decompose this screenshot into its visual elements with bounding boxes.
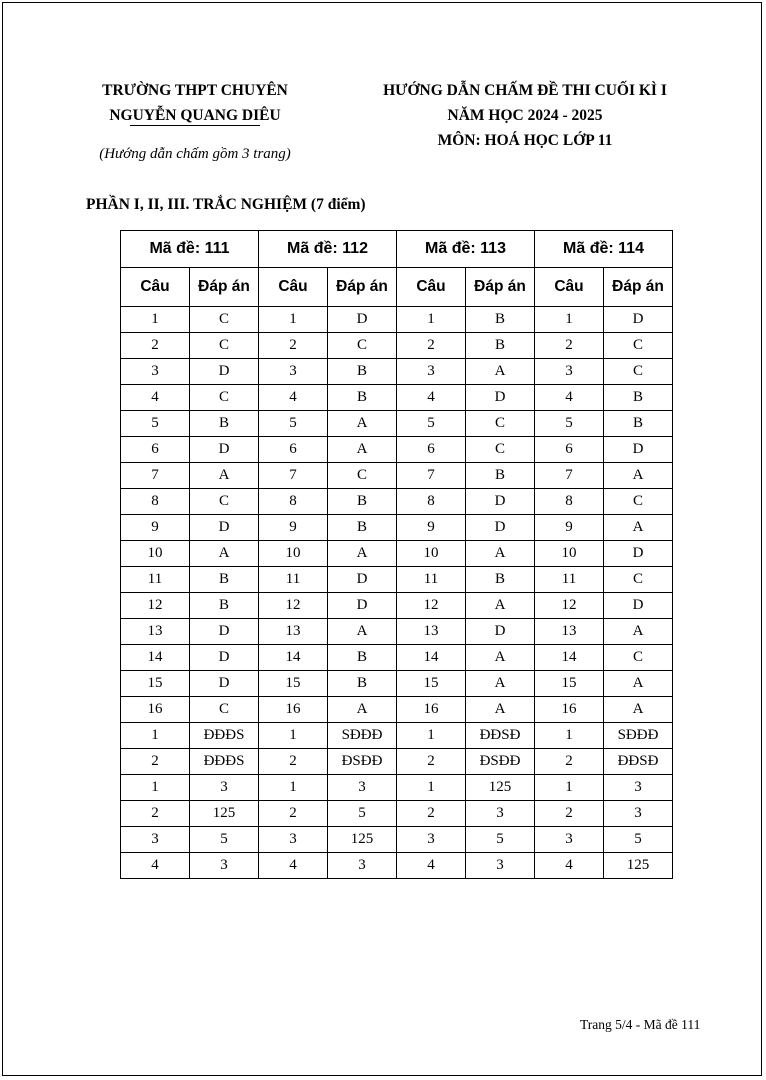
- exam-code-113: Mã đề: 113: [397, 231, 535, 268]
- answer-cell: 3: [190, 853, 259, 879]
- question-number-cell: 1: [259, 307, 328, 333]
- exam-code-112: Mã đề: 112: [259, 231, 397, 268]
- question-number-cell: 13: [535, 619, 604, 645]
- answer-cell: D: [604, 541, 673, 567]
- answer-cell: C: [604, 489, 673, 515]
- table-row: [121, 645, 673, 671]
- answer-cell: C: [604, 333, 673, 359]
- question-number-cell: 2: [121, 749, 190, 775]
- question-number-cell: 1: [121, 775, 190, 801]
- answer-cell: C: [190, 697, 259, 723]
- table-row: [121, 307, 673, 333]
- question-number-cell: 4: [535, 385, 604, 411]
- answer-cell: B: [328, 515, 397, 541]
- table-row: [121, 515, 673, 541]
- question-number-cell: 1: [535, 775, 604, 801]
- answer-cell: 3: [604, 801, 673, 827]
- table-row: [121, 411, 673, 437]
- question-number-cell: 2: [397, 749, 466, 775]
- question-number-cell: 1: [259, 775, 328, 801]
- exam-code-row: [121, 231, 673, 268]
- table-row: [121, 437, 673, 463]
- answer-cell: C: [466, 411, 535, 437]
- answer-cell: D: [328, 593, 397, 619]
- question-number-cell: 5: [121, 411, 190, 437]
- question-number-cell: 3: [397, 827, 466, 853]
- answer-cell: 3: [190, 775, 259, 801]
- question-number-cell: 4: [259, 385, 328, 411]
- answer-cell: D: [328, 567, 397, 593]
- question-number-cell: 13: [259, 619, 328, 645]
- question-number-cell: 2: [397, 333, 466, 359]
- answer-cell: 5: [190, 827, 259, 853]
- answer-cell: A: [466, 593, 535, 619]
- answer-cell: 125: [604, 853, 673, 879]
- column-header-answer: Đáp án: [466, 268, 535, 307]
- question-number-cell: 14: [535, 645, 604, 671]
- answer-cell: B: [466, 463, 535, 489]
- question-number-cell: 14: [397, 645, 466, 671]
- answer-cell: A: [190, 463, 259, 489]
- question-number-cell: 4: [535, 853, 604, 879]
- answer-cell: B: [190, 567, 259, 593]
- answer-cell: C: [190, 307, 259, 333]
- table-row: [121, 359, 673, 385]
- answer-cell: D: [190, 619, 259, 645]
- question-number-cell: 1: [397, 307, 466, 333]
- question-number-cell: 3: [259, 359, 328, 385]
- question-number-cell: 2: [259, 801, 328, 827]
- exam-title-line-1: HƯỚNG DẪN CHẤM ĐỀ THI CUỐI KÌ I: [383, 82, 667, 99]
- answer-cell: 3: [604, 775, 673, 801]
- answer-cell: SĐĐĐ: [328, 723, 397, 749]
- question-number-cell: 10: [535, 541, 604, 567]
- question-number-cell: 7: [259, 463, 328, 489]
- question-number-cell: 7: [397, 463, 466, 489]
- answer-cell: C: [466, 437, 535, 463]
- question-number-cell: 9: [397, 515, 466, 541]
- exam-title-line-3: MÔN: HOÁ HỌC LỚP 11: [437, 132, 613, 149]
- question-number-cell: 14: [121, 645, 190, 671]
- question-number-cell: 1: [121, 307, 190, 333]
- question-number-cell: 10: [397, 541, 466, 567]
- answer-cell: C: [190, 385, 259, 411]
- school-name: [60, 78, 330, 126]
- question-number-cell: 13: [397, 619, 466, 645]
- answer-cell: 3: [328, 775, 397, 801]
- question-number-cell: 15: [535, 671, 604, 697]
- question-number-cell: 9: [259, 515, 328, 541]
- table-row: [121, 723, 673, 749]
- answer-cell: B: [328, 359, 397, 385]
- question-number-cell: 2: [397, 801, 466, 827]
- question-number-cell: 11: [121, 567, 190, 593]
- exam-title-line-2: NĂM HỌC 2024 - 2025: [447, 107, 603, 124]
- answer-cell: A: [466, 645, 535, 671]
- answer-cell: A: [328, 437, 397, 463]
- table-row: [121, 853, 673, 879]
- answer-cell: C: [604, 359, 673, 385]
- question-number-cell: 11: [397, 567, 466, 593]
- answer-cell: C: [328, 463, 397, 489]
- question-number-cell: 1: [397, 775, 466, 801]
- column-header-question: Câu: [121, 268, 190, 307]
- question-number-cell: 10: [121, 541, 190, 567]
- table-row: [121, 541, 673, 567]
- answer-cell: ĐĐĐS: [190, 723, 259, 749]
- question-number-cell: 2: [535, 333, 604, 359]
- question-number-cell: 16: [535, 697, 604, 723]
- question-number-cell: 3: [397, 359, 466, 385]
- answer-cell: A: [466, 697, 535, 723]
- question-number-cell: 14: [259, 645, 328, 671]
- answer-cell: D: [190, 437, 259, 463]
- question-number-cell: 12: [397, 593, 466, 619]
- question-number-cell: 2: [535, 801, 604, 827]
- answer-cell: 5: [466, 827, 535, 853]
- answer-cell: 125: [328, 827, 397, 853]
- answer-cell: B: [328, 671, 397, 697]
- question-number-cell: 3: [121, 359, 190, 385]
- page-count-note: (Hướng dẫn chấm gồm 3 trang): [99, 146, 291, 162]
- question-number-cell: 3: [535, 359, 604, 385]
- answer-cell: A: [604, 515, 673, 541]
- question-number-cell: 4: [397, 853, 466, 879]
- answer-cell: 3: [466, 853, 535, 879]
- answer-cell: 5: [328, 801, 397, 827]
- question-number-cell: 11: [259, 567, 328, 593]
- question-number-cell: 6: [397, 437, 466, 463]
- table-row: [121, 385, 673, 411]
- answer-cell: B: [466, 333, 535, 359]
- answer-cell: D: [466, 489, 535, 515]
- answer-cell: 5: [604, 827, 673, 853]
- question-number-cell: 8: [121, 489, 190, 515]
- answer-cell: D: [328, 307, 397, 333]
- table-row: [121, 827, 673, 853]
- answer-cell: D: [466, 385, 535, 411]
- answer-cell: A: [190, 541, 259, 567]
- question-number-cell: 4: [121, 853, 190, 879]
- column-header-answer: Đáp án: [190, 268, 259, 307]
- table-row: [121, 697, 673, 723]
- question-number-cell: 3: [259, 827, 328, 853]
- table-row: [121, 593, 673, 619]
- answer-cell: 125: [190, 801, 259, 827]
- question-number-cell: 2: [535, 749, 604, 775]
- table-row: [121, 619, 673, 645]
- column-header-question: Câu: [259, 268, 328, 307]
- question-number-cell: 1: [535, 307, 604, 333]
- answer-cell: B: [190, 411, 259, 437]
- question-number-cell: 2: [259, 333, 328, 359]
- answer-cell: 125: [466, 775, 535, 801]
- answer-cell: A: [604, 671, 673, 697]
- answer-cell: A: [328, 697, 397, 723]
- answer-cell: D: [466, 515, 535, 541]
- answer-cell: B: [328, 489, 397, 515]
- answer-cell: D: [604, 307, 673, 333]
- question-number-cell: 12: [121, 593, 190, 619]
- question-number-cell: 2: [121, 333, 190, 359]
- question-number-cell: 6: [535, 437, 604, 463]
- answer-cell: A: [328, 411, 397, 437]
- table-row: [121, 775, 673, 801]
- table-row: [121, 671, 673, 697]
- column-header-answer: Đáp án: [328, 268, 397, 307]
- answer-cell: 3: [328, 853, 397, 879]
- answer-cell: A: [604, 463, 673, 489]
- question-number-cell: 5: [259, 411, 328, 437]
- question-number-cell: 12: [535, 593, 604, 619]
- exam-code-111: Mã đề: 111: [121, 231, 259, 268]
- answer-cell: D: [190, 671, 259, 697]
- answer-cell: ĐĐĐS: [190, 749, 259, 775]
- question-number-cell: 11: [535, 567, 604, 593]
- question-number-cell: 2: [259, 749, 328, 775]
- answer-cell: A: [466, 359, 535, 385]
- answer-cell: ĐĐSĐ: [604, 749, 673, 775]
- question-number-cell: 7: [121, 463, 190, 489]
- question-number-cell: 4: [121, 385, 190, 411]
- question-number-cell: 9: [535, 515, 604, 541]
- question-number-cell: 5: [535, 411, 604, 437]
- question-number-cell: 1: [259, 723, 328, 749]
- answer-cell: B: [328, 385, 397, 411]
- answer-cell: A: [328, 541, 397, 567]
- column-header-answer: Đáp án: [604, 268, 673, 307]
- question-number-cell: 6: [121, 437, 190, 463]
- question-number-cell: 8: [397, 489, 466, 515]
- section-title: PHẦN I, II, III. TRẮC NGHIỆM (7 điểm): [86, 196, 366, 213]
- answer-cell: ĐSĐĐ: [466, 749, 535, 775]
- question-number-cell: 13: [121, 619, 190, 645]
- exam-code-114: Mã đề: 114: [535, 231, 673, 268]
- answer-cell: C: [604, 645, 673, 671]
- question-number-cell: 10: [259, 541, 328, 567]
- answer-cell: C: [604, 567, 673, 593]
- answer-cell: A: [466, 671, 535, 697]
- school-line-2: NGUYỄN QUANG DIÊU: [109, 107, 281, 124]
- question-number-cell: 4: [397, 385, 466, 411]
- question-number-cell: 2: [121, 801, 190, 827]
- school-line-1: TRƯỜNG THPT CHUYÊN: [102, 82, 288, 99]
- answer-cell: D: [466, 619, 535, 645]
- question-number-cell: 6: [259, 437, 328, 463]
- answer-cell: ĐSĐĐ: [328, 749, 397, 775]
- question-number-cell: 16: [121, 697, 190, 723]
- exam-title: [345, 78, 705, 153]
- question-number-cell: 15: [121, 671, 190, 697]
- answer-cell: ĐĐSĐ: [466, 723, 535, 749]
- question-number-cell: 3: [535, 827, 604, 853]
- answer-cell: D: [604, 437, 673, 463]
- answer-cell: B: [604, 385, 673, 411]
- question-number-cell: 8: [535, 489, 604, 515]
- table-row: [121, 489, 673, 515]
- answer-table: [120, 230, 673, 879]
- question-number-cell: 9: [121, 515, 190, 541]
- column-header-row: [121, 268, 673, 307]
- question-number-cell: 7: [535, 463, 604, 489]
- answer-cell: 3: [466, 801, 535, 827]
- answer-cell: C: [190, 333, 259, 359]
- answer-cell: B: [190, 593, 259, 619]
- answer-cell: D: [190, 359, 259, 385]
- answer-cell: B: [328, 645, 397, 671]
- question-number-cell: 4: [259, 853, 328, 879]
- answer-cell: A: [466, 541, 535, 567]
- table-row: [121, 333, 673, 359]
- answer-cell: D: [190, 645, 259, 671]
- question-number-cell: 1: [397, 723, 466, 749]
- column-header-question: Câu: [535, 268, 604, 307]
- table-row: [121, 567, 673, 593]
- answer-cell: C: [190, 489, 259, 515]
- question-number-cell: 12: [259, 593, 328, 619]
- answer-cell: B: [466, 567, 535, 593]
- table-row: [121, 749, 673, 775]
- answer-cell: B: [466, 307, 535, 333]
- question-number-cell: 3: [121, 827, 190, 853]
- answer-cell: A: [604, 697, 673, 723]
- answer-cell: D: [604, 593, 673, 619]
- answer-cell: D: [190, 515, 259, 541]
- column-header-question: Câu: [397, 268, 466, 307]
- question-number-cell: 15: [397, 671, 466, 697]
- page-footer: Trang 5/4 - Mã đề 111: [580, 1017, 701, 1032]
- question-number-cell: 1: [121, 723, 190, 749]
- question-number-cell: 16: [397, 697, 466, 723]
- question-number-cell: 8: [259, 489, 328, 515]
- answer-cell: SĐĐĐ: [604, 723, 673, 749]
- answer-cell: A: [328, 619, 397, 645]
- answer-cell: B: [604, 411, 673, 437]
- table-row: [121, 801, 673, 827]
- question-number-cell: 1: [535, 723, 604, 749]
- answer-cell: C: [328, 333, 397, 359]
- question-number-cell: 15: [259, 671, 328, 697]
- table-row: [121, 463, 673, 489]
- question-number-cell: 16: [259, 697, 328, 723]
- question-number-cell: 5: [397, 411, 466, 437]
- answer-cell: A: [604, 619, 673, 645]
